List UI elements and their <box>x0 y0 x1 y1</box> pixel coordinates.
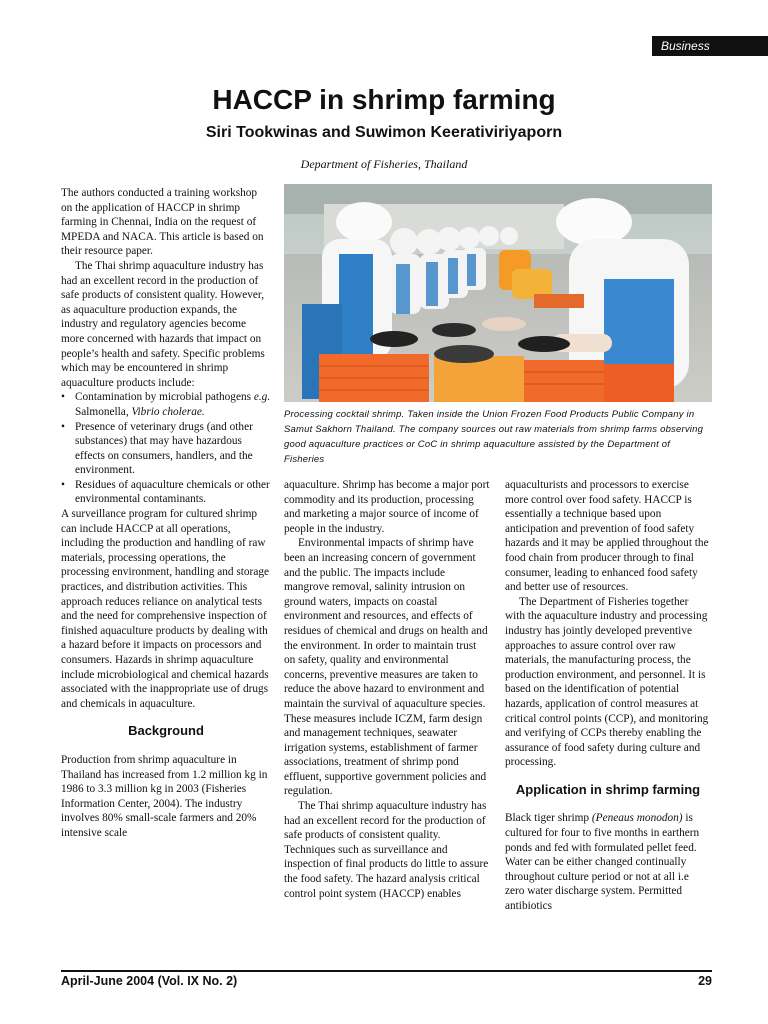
paragraph: The Thai shrimp aquaculture industry has had an excellent record in the production of safe products of consistent quality. However, as aquaculture production expands, the industry and regulatory agencies become more concerned with hazards that impact on people’s health and safety. Specific problems which may be encountered in shrimp aquaculture products include: <box>61 259 265 389</box>
paragraph: The Department of Fisheries together with the aquaculture industry and processing industry has jointly developed preventive approaches to assure control over raw materials, the manufacturing process, the production environment, and personnel. It is based on the identification of potential hazards, application of control measures at critical control points (CCP), and monitoring and verifying of CCPs thereby enabling the assurance of food safety during culture and processing. <box>505 595 709 769</box>
paragraph: aquaculture. Shrimp has become a major port commodity and its production, processing and marketing a major source of income of people in the industry. <box>284 479 490 535</box>
photo-caption: Processing cocktail shrimp. Taken inside the Union Frozen Food Products Public Company in Samut Sakhorn Thailand. The company sources out raw materials from shrimp farms observing good aquaculture practices or CoC in shrimp aquaculture assisted by the Department of Fisheries <box>284 409 704 465</box>
author-affiliation: Department of Fisheries, Thailand <box>300 157 468 171</box>
column-1 <box>61 186 271 841</box>
paragraph: Production from shrimp aquaculture in Thailand has increased from 1.2 million kg in 1986 to 3.3 million kg in 2003 (Fisheries Information Center, 2004). The industry involves 80% small-scale farmers and 20% intensive scale <box>61 753 268 839</box>
footer-rule <box>61 970 712 972</box>
list-item: • Residues of aquaculture chemicals or other environmental contaminants. <box>61 478 270 506</box>
paragraph: The Thai shrimp aquaculture industry has had an excellent record for the production of safe products of consistent quality. Techniques such as surveillance and inspection of final products do little to assure the food safety. The hazard analysis critical control point system (HACCP) enables <box>284 800 489 900</box>
intro-paragraph: The authors conducted a training workshop on the application of HACCP in shrimp farming in Chennai, India on the request of MPEDA and NACA. This article is based on their resource paper. <box>61 187 264 258</box>
article-title: HACCP in shrimp farming <box>212 84 556 115</box>
section-tag: Business <box>652 36 768 56</box>
list-item: • Contamination by microbial pathogens e.g. Salmonella, Vibrio cholerae. <box>61 391 271 418</box>
list-item: • Presence of veterinary drugs (and other substances) that may have hazardous effects on consumers, handlers, and the environment. <box>61 420 253 477</box>
column-3 <box>505 478 711 914</box>
hazard-list <box>61 390 271 507</box>
paragraph: aquaculturists and processors to exercise more control over food safety. HACCP is essentially a technique based upon anticipation and prevention of food safety hazards and it may be applied throughout the food chain from producer through to final consumer, leading to enhanced food safety and better use of resources. <box>505 479 709 594</box>
paragraph: A surveillance program for cultured shrimp can include HACCP at all operations, including the production and handling of raw materials, processing operations, the processing environment, handling and storage practices, and distribution activities. This approach reduces reliance on analytical tests and the need for comprehensive inspection of finished aquaculture products by dealing with a hazard before it impacts on processors and consumers. Hazards in shrimp aquaculture include microbiological and chemical hazards associated with the inappropriate use of drugs and chemicals in aquaculture. <box>61 508 269 710</box>
article-authors: Siri Tookwinas and Suwimon Keerativiriyaporn <box>205 124 563 141</box>
column-2 <box>284 478 490 901</box>
section-heading-application: Application in shrimp farming <box>515 781 701 797</box>
section-heading-background: Background <box>128 723 204 739</box>
paragraph: Environmental impacts of shrimp have been an increasing concern of government and the public. The impacts include mangrove removal, salinity intrusion on ground waters, impacts on coastal environment and resources, and effects of residues of chemical and drugs on health and the environment. In order to maintain trust on safety, quality and environmental concerns, preventive measures are taken to reduce the above hazard to environment and maintain the survival of aquaculture species. These measures include ICZM, farm design and management techniques, seawater irrigation systems, establishment of farmer associations, treatment of shrimp pond effluent, supportive government policies and regulation. <box>284 537 488 798</box>
photo-illustration <box>284 184 712 402</box>
shrimp-processing-photo <box>284 184 712 402</box>
footer-page-number: 29 <box>698 974 712 988</box>
paragraph: Black tiger shrimp (Peneaus monodon) is cultured for four to five months in earthern ponds and fed with formulated pellet feed. Water can be either changed continually throughout culture period or not at all i.e zero water discharge system. Permitted antibiotics <box>505 812 700 913</box>
footer-issue: April-June 2004 (Vol. IX No. 2) <box>61 974 238 988</box>
